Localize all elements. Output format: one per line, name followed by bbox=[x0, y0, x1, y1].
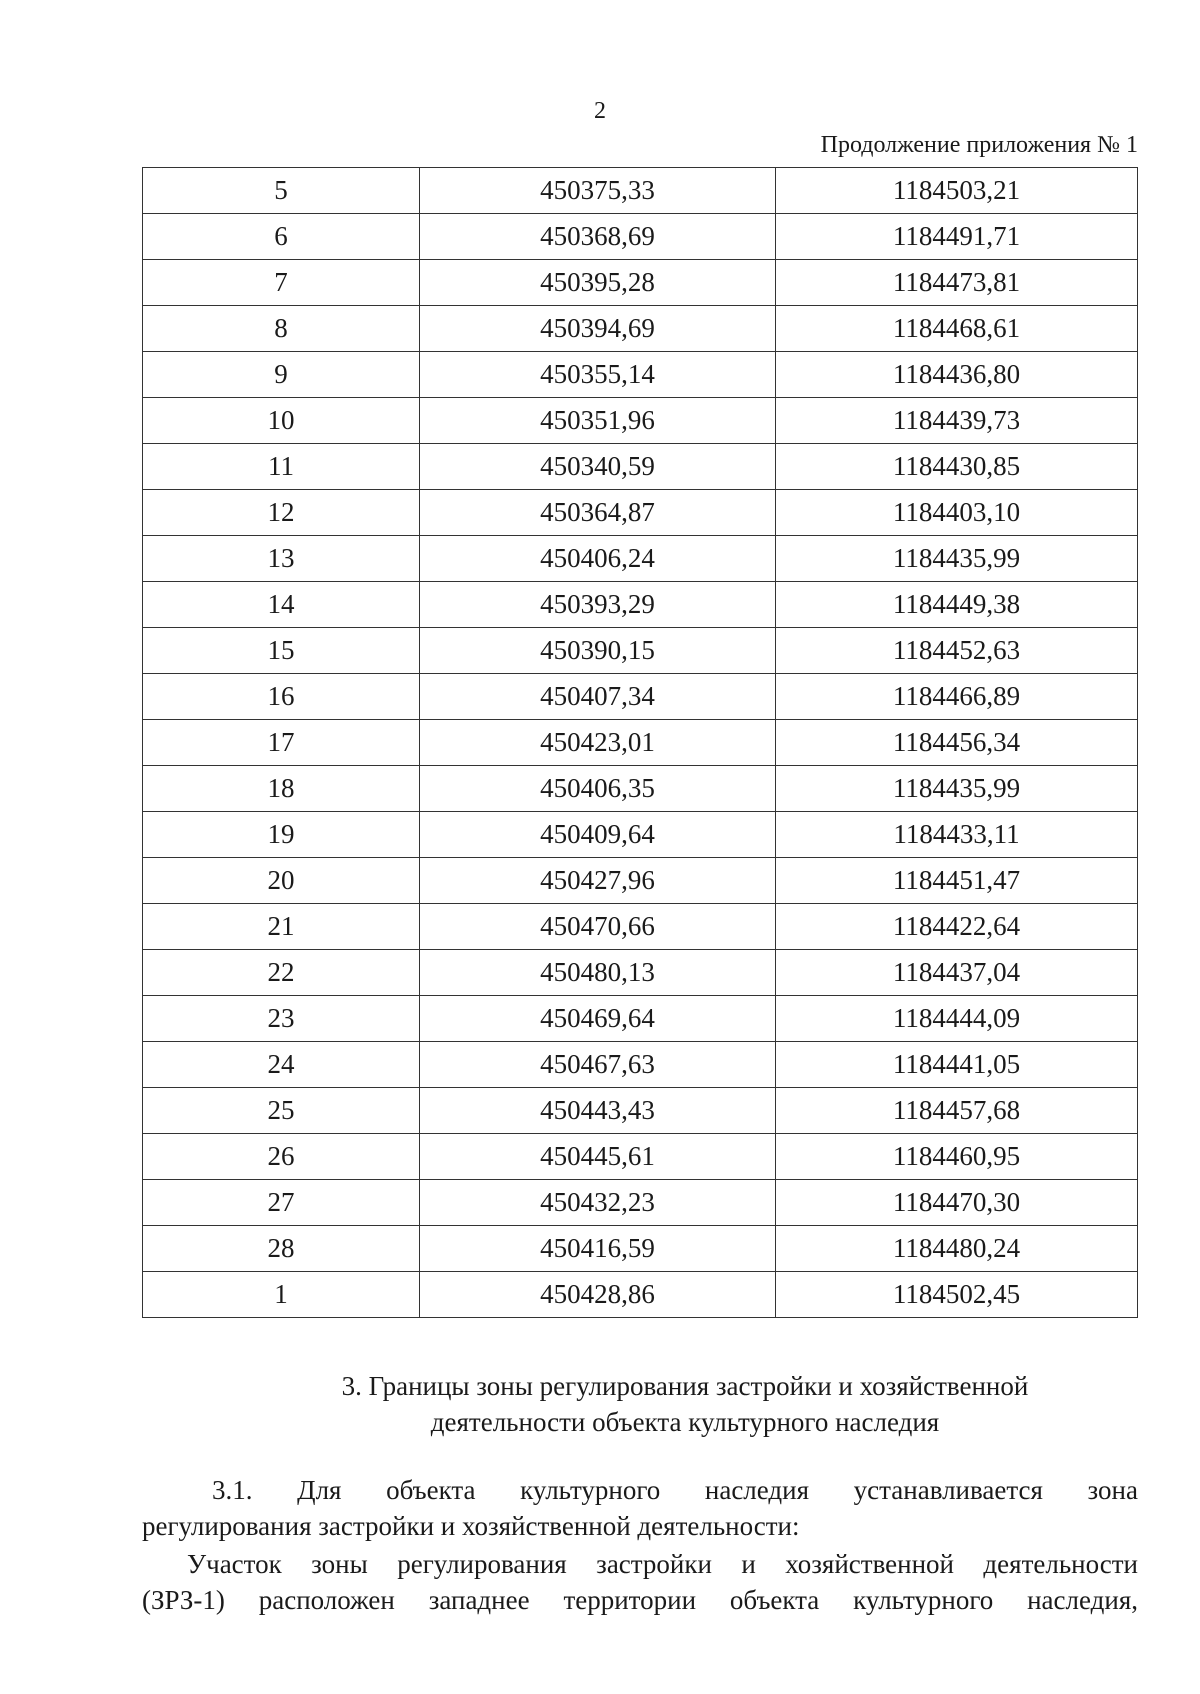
x-coordinate-cell: 450443,43 bbox=[420, 1088, 776, 1134]
table-row bbox=[143, 444, 1138, 490]
x-coordinate-cell: 450432,23 bbox=[420, 1180, 776, 1226]
x-coordinate-cell: 450469,64 bbox=[420, 996, 776, 1042]
point-number-cell: 5 bbox=[143, 168, 420, 214]
y-coordinate-cell: 1184437,04 bbox=[776, 950, 1138, 996]
point-number-cell: 15 bbox=[143, 628, 420, 674]
continuation-label: Продолжение приложения № 1 bbox=[820, 132, 1138, 158]
x-coordinate-cell: 450409,64 bbox=[420, 812, 776, 858]
y-coordinate-cell: 1184403,10 bbox=[776, 490, 1138, 536]
x-coordinate-cell: 450445,61 bbox=[420, 1134, 776, 1180]
paragraph-3-1-line-2: регулирования застройки и хозяйственной деятельности: bbox=[142, 1511, 800, 1541]
x-coordinate-cell: 450406,24 bbox=[420, 536, 776, 582]
table-row bbox=[143, 1226, 1138, 1272]
point-number-cell: 1 bbox=[143, 1272, 420, 1318]
y-coordinate-cell: 1184430,85 bbox=[776, 444, 1138, 490]
point-number-cell: 21 bbox=[143, 904, 420, 950]
point-number-cell: 12 bbox=[143, 490, 420, 536]
x-coordinate-cell: 450368,69 bbox=[420, 214, 776, 260]
table-row bbox=[143, 1180, 1138, 1226]
point-number-cell: 26 bbox=[143, 1134, 420, 1180]
point-number-cell: 8 bbox=[143, 306, 420, 352]
point-number-cell: 14 bbox=[143, 582, 420, 628]
y-coordinate-cell: 1184435,99 bbox=[776, 536, 1138, 582]
y-coordinate-cell: 1184449,38 bbox=[776, 582, 1138, 628]
table-row bbox=[143, 950, 1138, 996]
x-coordinate-cell: 450390,15 bbox=[420, 628, 776, 674]
y-coordinate-cell: 1184441,05 bbox=[776, 1042, 1138, 1088]
y-coordinate-cell: 1184480,24 bbox=[776, 1226, 1138, 1272]
point-number-cell: 23 bbox=[143, 996, 420, 1042]
x-coordinate-cell: 450427,96 bbox=[420, 858, 776, 904]
x-coordinate-cell: 450470,66 bbox=[420, 904, 776, 950]
y-coordinate-cell: 1184503,21 bbox=[776, 168, 1138, 214]
table-row bbox=[143, 398, 1138, 444]
point-number-cell: 22 bbox=[143, 950, 420, 996]
y-coordinate-cell: 1184456,34 bbox=[776, 720, 1138, 766]
paragraph-zrz-line-1 bbox=[142, 1546, 1138, 1582]
table-row bbox=[143, 490, 1138, 536]
table-row bbox=[143, 858, 1138, 904]
point-number-cell: 28 bbox=[143, 1226, 420, 1272]
paragraph-zrz-line-2: (ЗРЗ-1) расположен западнее территории объекта культурного наследия, bbox=[142, 1585, 1138, 1615]
point-number-cell: 17 bbox=[143, 720, 420, 766]
x-coordinate-cell: 450340,59 bbox=[420, 444, 776, 490]
table-row bbox=[143, 260, 1138, 306]
table-row bbox=[143, 628, 1138, 674]
table-row bbox=[143, 1134, 1138, 1180]
table-row bbox=[143, 1088, 1138, 1134]
paragraph-3-1-text-1: 3.1. Для объекта культурного наследия устанавливается зона bbox=[212, 1475, 1138, 1505]
coordinates-table-body bbox=[143, 168, 1138, 1318]
point-number-cell: 27 bbox=[143, 1180, 420, 1226]
x-coordinate-cell: 450375,33 bbox=[420, 168, 776, 214]
y-coordinate-cell: 1184433,11 bbox=[776, 812, 1138, 858]
table-row bbox=[143, 1272, 1138, 1318]
y-coordinate-cell: 1184473,81 bbox=[776, 260, 1138, 306]
y-coordinate-cell: 1184452,63 bbox=[776, 628, 1138, 674]
y-coordinate-cell: 1184502,45 bbox=[776, 1272, 1138, 1318]
point-number-cell: 24 bbox=[143, 1042, 420, 1088]
x-coordinate-cell: 450393,29 bbox=[420, 582, 776, 628]
x-coordinate-cell: 450364,87 bbox=[420, 490, 776, 536]
table-row bbox=[143, 904, 1138, 950]
section-heading-line-2: деятельности объекта культурного наследия bbox=[430, 1407, 940, 1437]
paragraph-zrz-text-1: Участок зоны регулирования застройки и хозяйственной деятельности bbox=[187, 1549, 1138, 1579]
x-coordinate-cell: 450406,35 bbox=[420, 766, 776, 812]
table-row bbox=[143, 168, 1138, 214]
table-row bbox=[143, 674, 1138, 720]
point-number-cell: 18 bbox=[143, 766, 420, 812]
y-coordinate-cell: 1184444,09 bbox=[776, 996, 1138, 1042]
x-coordinate-cell: 450395,28 bbox=[420, 260, 776, 306]
paragraph-3-1-line-1 bbox=[142, 1472, 1138, 1508]
y-coordinate-cell: 1184451,47 bbox=[776, 858, 1138, 904]
table-row bbox=[143, 766, 1138, 812]
y-coordinate-cell: 1184439,73 bbox=[776, 398, 1138, 444]
table-row bbox=[143, 352, 1138, 398]
x-coordinate-cell: 450407,34 bbox=[420, 674, 776, 720]
x-coordinate-cell: 450423,01 bbox=[420, 720, 776, 766]
y-coordinate-cell: 1184491,71 bbox=[776, 214, 1138, 260]
table-row bbox=[143, 812, 1138, 858]
y-coordinate-cell: 1184435,99 bbox=[776, 766, 1138, 812]
table-row bbox=[143, 536, 1138, 582]
x-coordinate-cell: 450351,96 bbox=[420, 398, 776, 444]
point-number-cell: 11 bbox=[143, 444, 420, 490]
point-number-cell: 6 bbox=[143, 214, 420, 260]
y-coordinate-cell: 1184422,64 bbox=[776, 904, 1138, 950]
y-coordinate-cell: 1184436,80 bbox=[776, 352, 1138, 398]
y-coordinate-cell: 1184466,89 bbox=[776, 674, 1138, 720]
x-coordinate-cell: 450428,86 bbox=[420, 1272, 776, 1318]
x-coordinate-cell: 450467,63 bbox=[420, 1042, 776, 1088]
x-coordinate-cell: 450480,13 bbox=[420, 950, 776, 996]
section-heading-line-1: 3. Границы зоны регулирования застройки и хозяйственной bbox=[341, 1371, 1029, 1401]
table-row bbox=[143, 306, 1138, 352]
point-number-cell: 16 bbox=[143, 674, 420, 720]
x-coordinate-cell: 450355,14 bbox=[420, 352, 776, 398]
point-number-cell: 10 bbox=[143, 398, 420, 444]
table-row bbox=[143, 996, 1138, 1042]
table-row bbox=[143, 582, 1138, 628]
x-coordinate-cell: 450394,69 bbox=[420, 306, 776, 352]
coordinates-table bbox=[142, 167, 1138, 1318]
table-row bbox=[143, 214, 1138, 260]
x-coordinate-cell: 450416,59 bbox=[420, 1226, 776, 1272]
table-row bbox=[143, 720, 1138, 766]
point-number-cell: 7 bbox=[143, 260, 420, 306]
section-heading bbox=[142, 1368, 1138, 1440]
y-coordinate-cell: 1184460,95 bbox=[776, 1134, 1138, 1180]
point-number-cell: 19 bbox=[143, 812, 420, 858]
table-row bbox=[143, 1042, 1138, 1088]
point-number-cell: 9 bbox=[143, 352, 420, 398]
page-number: 2 bbox=[594, 98, 606, 124]
y-coordinate-cell: 1184470,30 bbox=[776, 1180, 1138, 1226]
point-number-cell: 25 bbox=[143, 1088, 420, 1134]
y-coordinate-cell: 1184468,61 bbox=[776, 306, 1138, 352]
point-number-cell: 13 bbox=[143, 536, 420, 582]
point-number-cell: 20 bbox=[143, 858, 420, 904]
y-coordinate-cell: 1184457,68 bbox=[776, 1088, 1138, 1134]
